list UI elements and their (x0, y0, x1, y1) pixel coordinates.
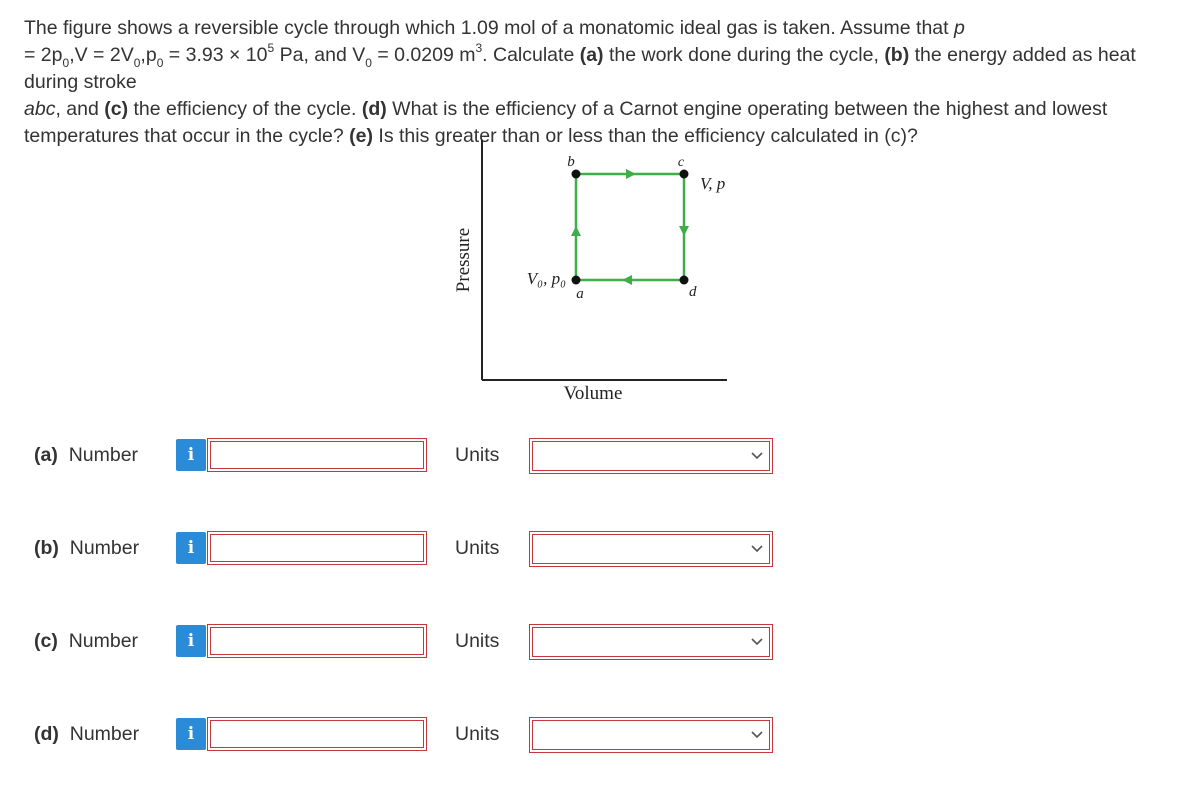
question-var: p (51, 44, 63, 66)
answer-number-label: Number (69, 537, 140, 559)
arrow-up-icon (571, 226, 581, 236)
question-var: V (120, 44, 134, 66)
point-d (680, 276, 689, 285)
answer-part-marker: (b) (34, 537, 59, 559)
units-select[interactable] (529, 531, 773, 567)
question-subscript: 0 (365, 55, 372, 70)
number-input[interactable] (207, 717, 427, 751)
y-axis-label: Pressure (453, 227, 474, 293)
info-icon: i (187, 538, 195, 558)
question-text-part: , (69, 44, 75, 66)
answer-part-marker: (a) (34, 444, 58, 466)
question-subscript: 0 (133, 55, 141, 70)
answer-label (34, 537, 139, 560)
question-text-part: = 2 (24, 44, 52, 66)
pv-diagram (440, 130, 740, 410)
question-superscript: 3 (475, 40, 483, 55)
info-button[interactable] (176, 718, 206, 750)
question-text-part: Is this greater than or less than the efficiency calculated in (c)? (373, 125, 918, 147)
question-text-part: , and (55, 98, 105, 120)
question-text-part: . Calculate (482, 44, 580, 66)
arrow-down-icon (679, 226, 689, 236)
question-part-marker: (d) (361, 98, 387, 120)
question-part-marker: (c) (104, 98, 129, 120)
info-icon: i (187, 445, 195, 465)
answer-part-marker: (d) (34, 723, 59, 745)
answer-part-marker: (c) (34, 630, 58, 652)
units-label: Units (455, 444, 500, 466)
point-c-label: c (677, 155, 685, 170)
info-button[interactable] (176, 439, 206, 471)
chevron-down-icon (751, 451, 763, 461)
question-part-marker: (a) (579, 44, 604, 66)
answer-number-label: Number (68, 630, 139, 652)
answer-label (34, 723, 139, 746)
point-b-label: b (567, 154, 575, 170)
answer-number-label: Number (69, 723, 140, 745)
point-c-state-label: V, p (700, 174, 726, 193)
question-text-part: The figure shows a reversible cycle through which 1.09 mol of a monatomic ideal gas is taken. Assume that (24, 17, 954, 39)
question-var: p (953, 17, 965, 39)
question-superscript: 5 (267, 40, 275, 55)
question-text-part: = 0.0209 m (371, 44, 476, 66)
question-part-marker: (b) (884, 44, 910, 66)
question-subscript: 0 (62, 55, 70, 70)
info-icon: i (187, 724, 195, 744)
question-subscript: 0 (156, 55, 164, 70)
answer-row-d (0, 713, 1200, 755)
answer-label (34, 630, 138, 653)
info-button[interactable] (176, 625, 206, 657)
question-var: p (145, 44, 157, 66)
question-var: abc (24, 98, 56, 120)
answer-label (34, 444, 138, 467)
pv-cycle-figure (440, 130, 740, 410)
answer-row-a (0, 434, 1200, 476)
question-var: V (74, 44, 88, 66)
units-select[interactable] (529, 438, 773, 474)
arrow-left-icon (622, 275, 632, 285)
answer-row-b (0, 527, 1200, 569)
chevron-down-icon (751, 544, 763, 554)
units-label: Units (455, 630, 500, 652)
x-axis-label: Volume (563, 383, 623, 404)
units-select[interactable] (529, 717, 773, 753)
question-var: V (352, 44, 366, 66)
point-c (680, 170, 689, 179)
question-text-part: the work done during the cycle, (603, 44, 885, 66)
chevron-down-icon (751, 730, 763, 740)
point-a-label: a (576, 286, 584, 302)
units-label: Units (455, 723, 500, 745)
point-a (572, 276, 581, 285)
info-icon: i (187, 631, 195, 651)
number-input[interactable] (207, 438, 427, 472)
arrow-right-icon (626, 169, 636, 179)
point-b (572, 170, 581, 179)
chevron-down-icon (751, 637, 763, 647)
question-text-part: the efficiency of the cycle. (128, 98, 362, 120)
answer-row-c (0, 620, 1200, 662)
question-text-part: = 3.93 × 10 (163, 44, 268, 66)
answer-number-label: Number (68, 444, 139, 466)
question-text-part: the energy added as heat during stroke (24, 44, 1136, 93)
number-input[interactable] (207, 624, 427, 658)
units-label: Units (455, 537, 500, 559)
question-text-part: What is the efficiency of a Carnot engine operating between the highest and lowest temperatures that occur in the cycle? (24, 98, 1108, 147)
question-part-marker: (e) (349, 125, 374, 147)
point-d-label: d (689, 284, 697, 300)
question-text-part: Pa, and (274, 44, 353, 66)
info-button[interactable] (176, 532, 206, 564)
point-a-state-label: V₀, p₀ (526, 269, 566, 288)
question-text-part: , (140, 44, 146, 66)
number-input[interactable] (207, 531, 427, 565)
units-select[interactable] (529, 624, 773, 660)
question-text-part: = 2 (87, 44, 121, 66)
